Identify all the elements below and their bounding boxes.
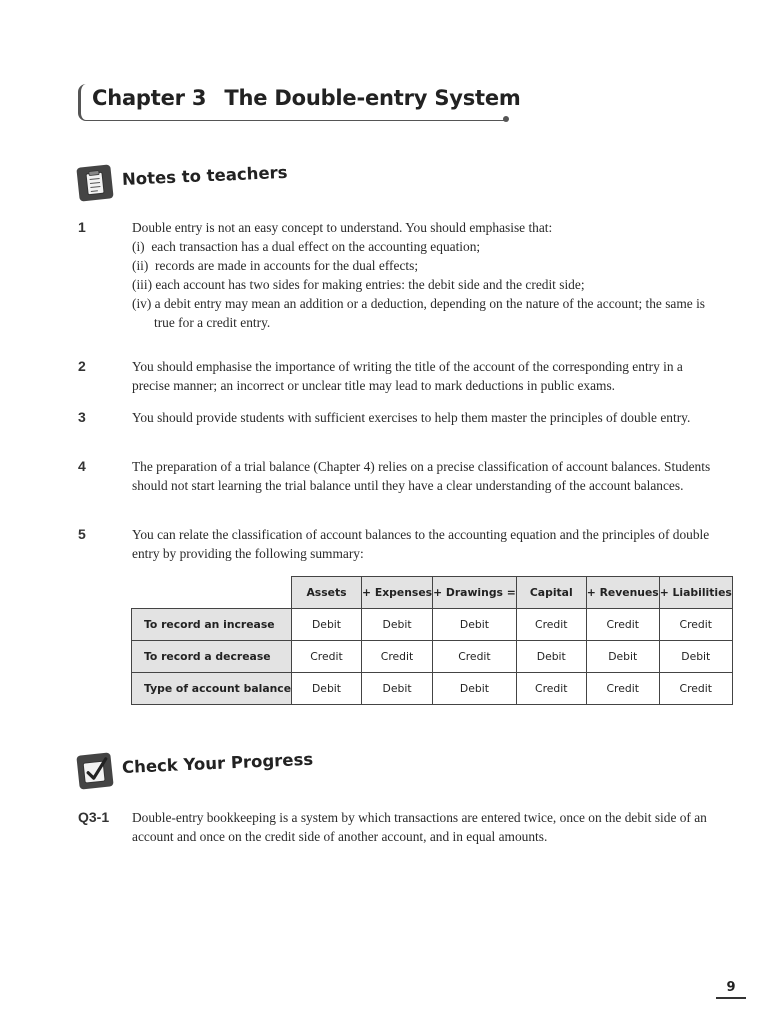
- chapter-number: Chapter 3: [92, 86, 207, 110]
- note-item-1-sub-iii: (iii) each account has two sides for making entries: the debit side and the credit side;: [132, 277, 585, 292]
- table-cell: Credit: [586, 609, 659, 641]
- row-label: Type of account balance: [132, 673, 292, 705]
- notes-heading: Notes to teachers: [121, 162, 288, 189]
- note-item-2: You should emphasise the importance of writing the title of the account of the corresponding entry in a precise manner; an incorrect or unclear title may lead to mark deductions in public exams.: [132, 359, 683, 393]
- chapter-name: The Double-entry System: [224, 86, 521, 110]
- table-cell: Debit: [433, 673, 517, 705]
- row-label: To record a decrease: [132, 641, 292, 673]
- table-header: + Expenses: [362, 577, 433, 609]
- item-number-3: 3: [78, 409, 86, 425]
- table-cell: Debit: [659, 641, 732, 673]
- note-item-3: You should provide students with sufficient exercises to help them master the principles of double entry.: [132, 410, 691, 425]
- row-label: To record an increase: [132, 609, 292, 641]
- item-number-5: 5: [78, 526, 86, 542]
- page-number: 9: [726, 980, 736, 995]
- table-row: [132, 609, 733, 641]
- notepad-icon: [76, 164, 113, 201]
- table-cell: Debit: [292, 673, 362, 705]
- table-header: Assets: [292, 577, 362, 609]
- table-header-row: [132, 577, 733, 609]
- table-cell: Credit: [659, 609, 732, 641]
- table-header: Capital: [516, 577, 586, 609]
- table-cell: Debit: [362, 609, 433, 641]
- note-item-1-sub-ii: (ii) records are made in accounts for the dual effects;: [132, 258, 419, 273]
- progress-heading: Check Your Progress: [121, 749, 314, 777]
- table-cell: Credit: [433, 641, 517, 673]
- chapter-title: [92, 86, 521, 110]
- table-header: + Liabilities: [659, 577, 732, 609]
- page-number-underline: [716, 997, 746, 999]
- note-item-1: [132, 218, 716, 332]
- item-number-2: 2: [78, 358, 86, 374]
- note-item-1-sub-i: (i) each transaction has a dual effect on the accounting equation;: [132, 239, 481, 254]
- table-header: + Revenues: [586, 577, 659, 609]
- item-number-1: 1: [78, 219, 86, 235]
- table-corner: [132, 577, 292, 609]
- table-cell: Debit: [586, 641, 659, 673]
- question-q3-1-answer: Double-entry bookkeeping is a system by which transactions are entered twice, once on the debit side of an account and once on the credit side of another account, and in equal amounts.: [132, 810, 707, 844]
- table-cell: Debit: [433, 609, 517, 641]
- table-cell: Credit: [292, 641, 362, 673]
- checkbox-tick-icon: [76, 752, 113, 789]
- table-row: [132, 673, 733, 705]
- table-cell: Credit: [516, 673, 586, 705]
- item-number-4: 4: [78, 458, 86, 474]
- question-number-q3-1: Q3-1: [78, 809, 110, 825]
- note-item-5: You can relate the classification of account balances to the accounting equation and the principles of double entry by providing the following summary:: [132, 527, 710, 561]
- table-cell: Debit: [292, 609, 362, 641]
- table-cell: Debit: [362, 673, 433, 705]
- account-balance-summary-table: [131, 576, 733, 705]
- table-cell: Credit: [362, 641, 433, 673]
- table-cell: Credit: [516, 609, 586, 641]
- chapter-header-dot: [503, 116, 509, 122]
- table-cell: Debit: [516, 641, 586, 673]
- table-row: [132, 641, 733, 673]
- table-cell: Credit: [586, 673, 659, 705]
- table-header: + Drawings =: [433, 577, 517, 609]
- note-item-1-sub-iv: (iv) a debit entry may mean an addition or a deduction, depending on the nature of the account; the same is true for a credit entry.: [132, 296, 706, 330]
- table-cell: Credit: [659, 673, 732, 705]
- note-item-1-intro: Double entry is not an easy concept to understand. You should emphasise that:: [132, 220, 553, 235]
- note-item-4: The preparation of a trial balance (Chapter 4) relies on a precise classification of account balances. Students should not start learning the trial balance until they have a clear understanding of the account balances.: [132, 459, 711, 493]
